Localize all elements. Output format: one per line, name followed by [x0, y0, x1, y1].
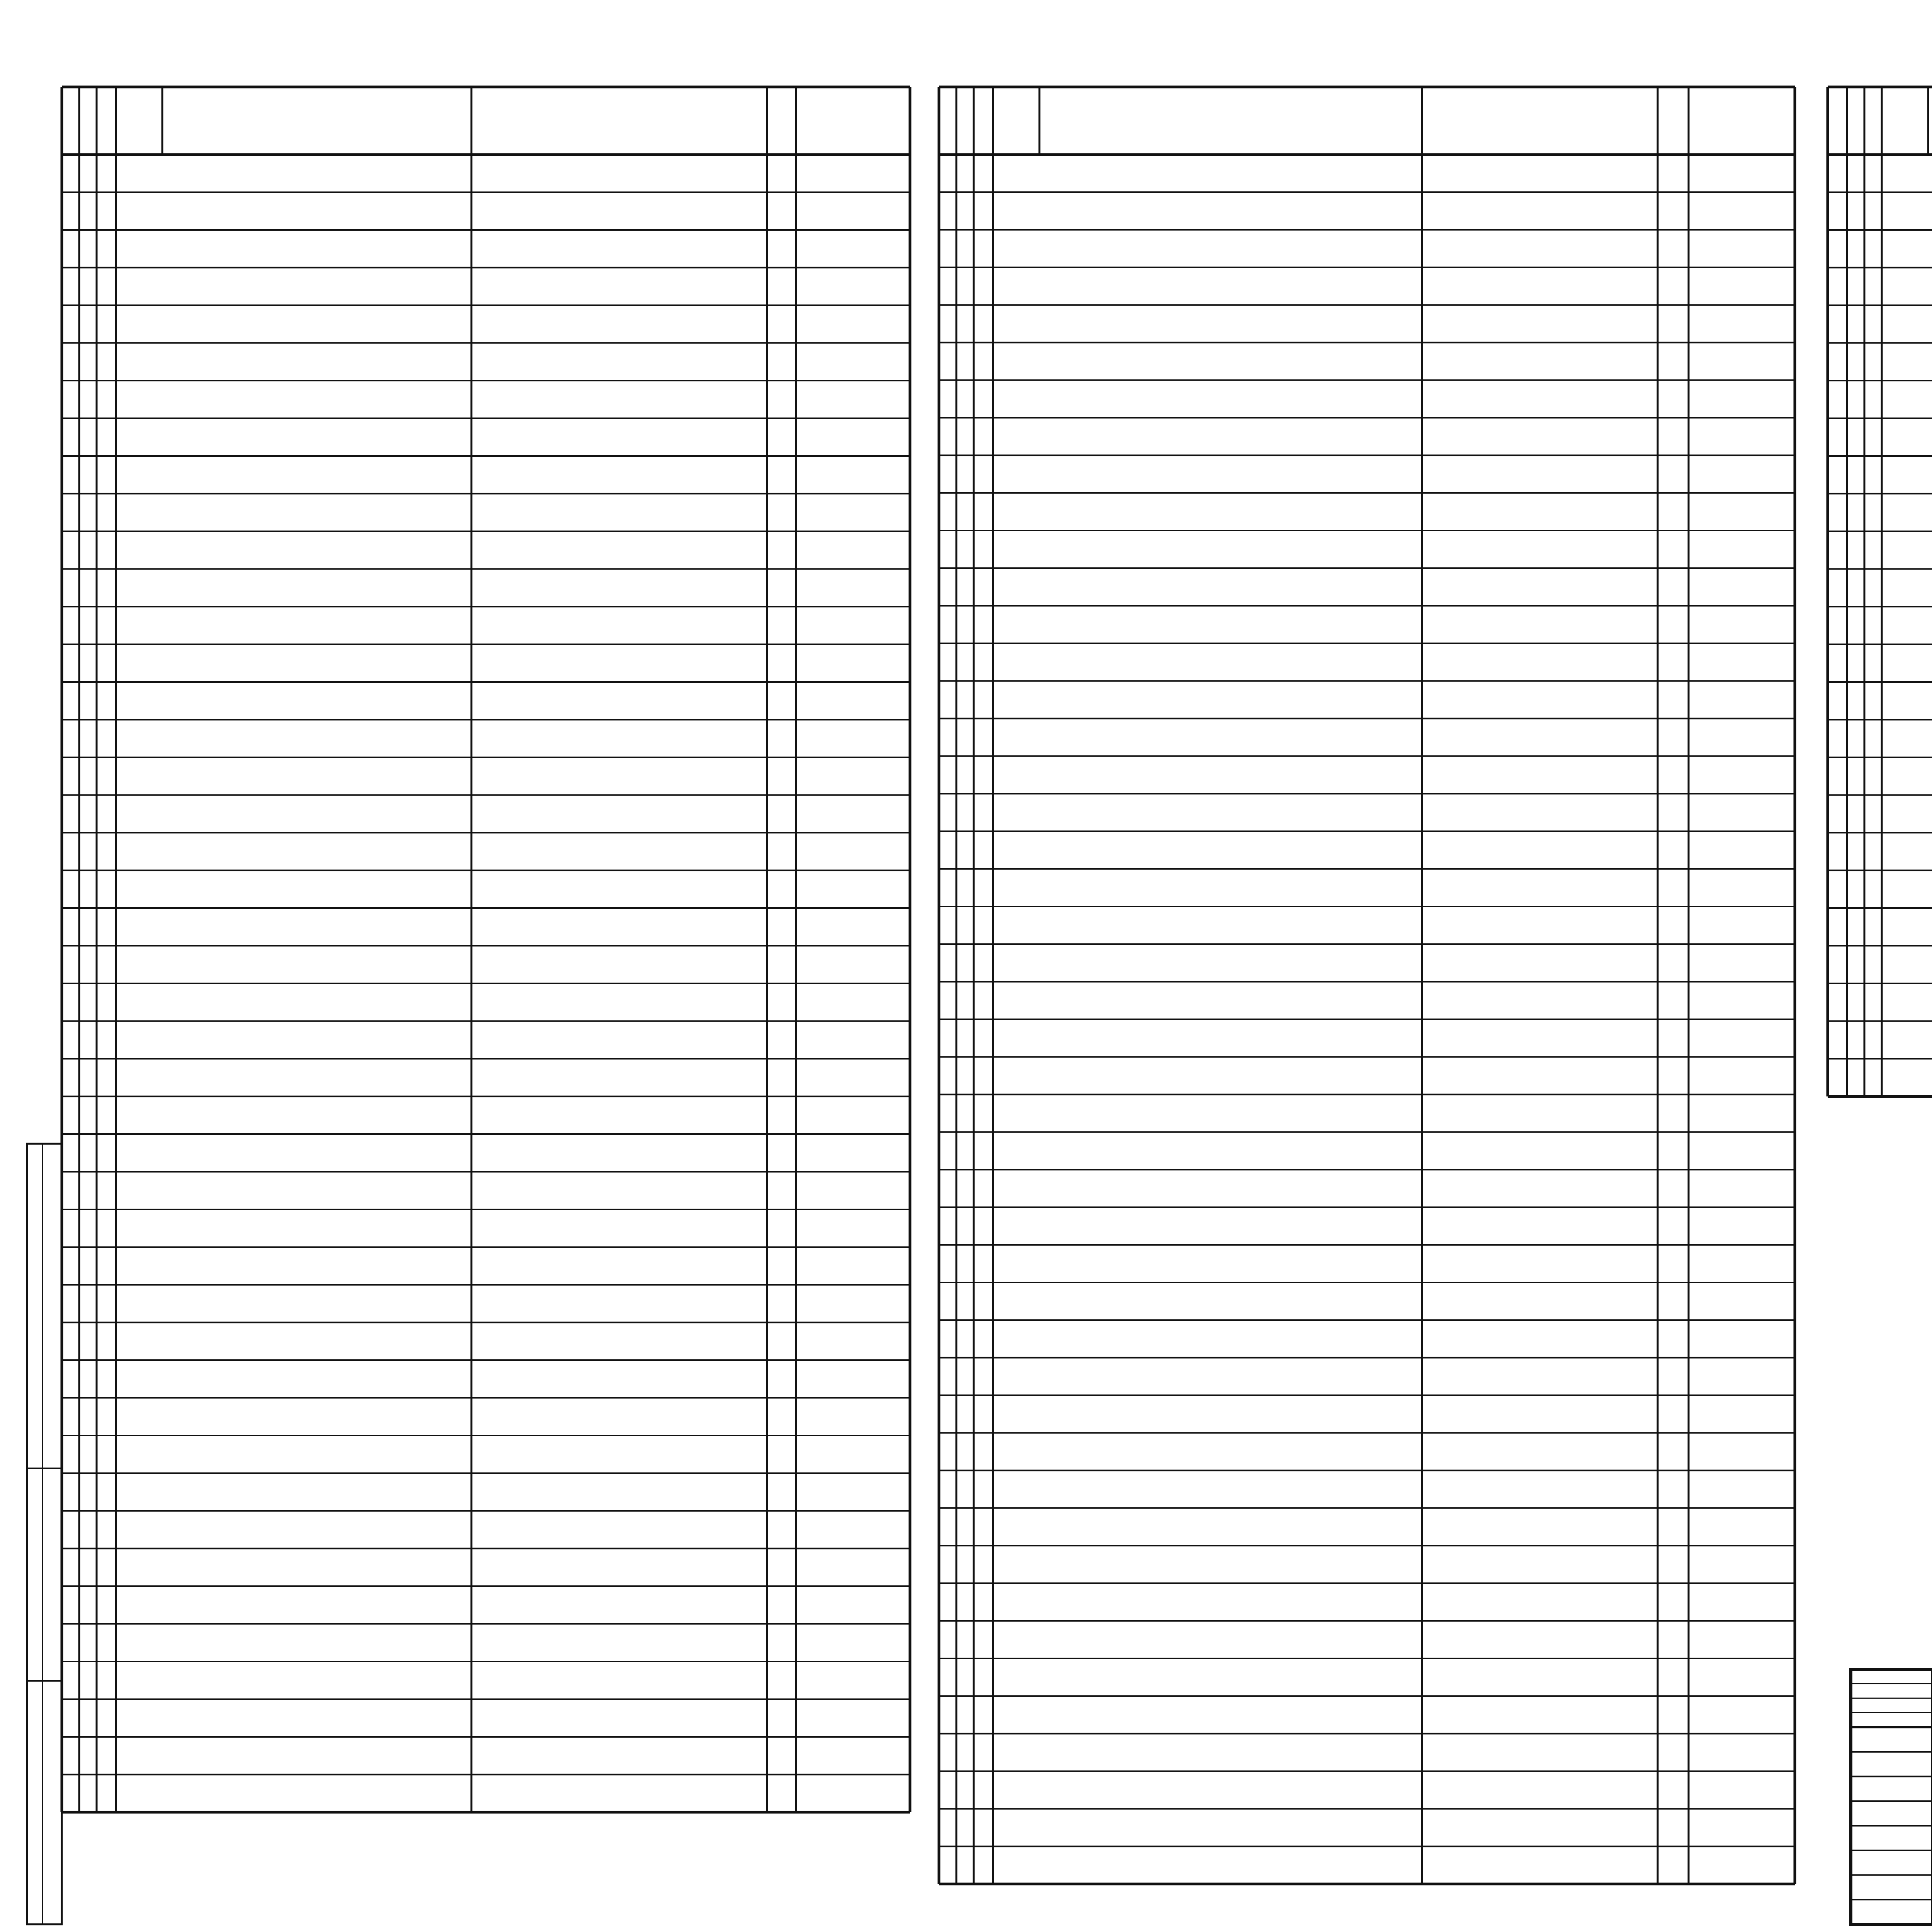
- main-stamp-frame: [1851, 1669, 1932, 1924]
- table-header: [62, 87, 910, 155]
- title-block: [1851, 1530, 1932, 1924]
- table-header: [1828, 87, 1932, 155]
- side-stamp-frame: [27, 1144, 62, 1924]
- signers-grid: [1851, 1669, 1932, 1924]
- table-header: [939, 87, 1795, 155]
- spec-table-ym1: [62, 87, 910, 1812]
- spec-table-ym2: [939, 87, 1795, 1884]
- spec-table-ym3: [1828, 87, 1932, 1097]
